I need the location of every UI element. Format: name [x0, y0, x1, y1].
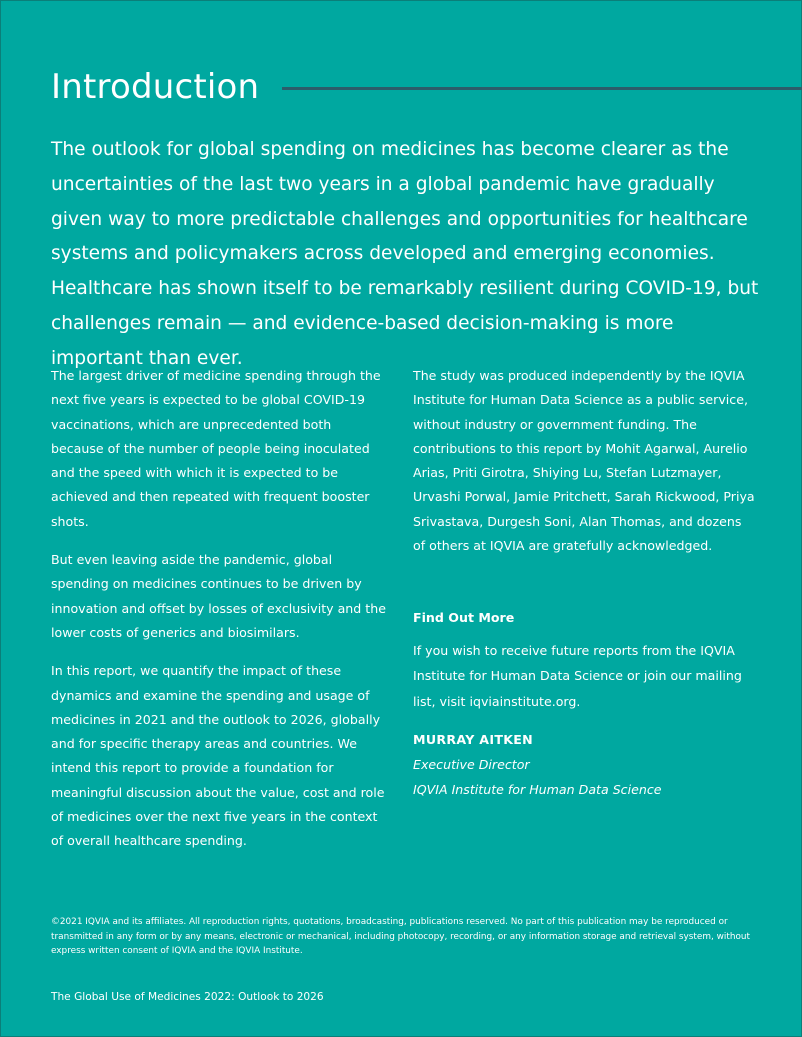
left-column [51, 364, 387, 868]
left-paragraph-1: The largest driver of medicine spending through the next five years is expected to be global COVID-19 vaccinations, which are unprecedented both because of the number of people being inoculated and the speed with which it is expected to be achieved and then repeated with frequent booster shots. [51, 368, 381, 529]
footer-publication-title: The Global Use of Medicines 2022: Outlook to 2026 [51, 991, 324, 1003]
lead-paragraph: The outlook for global spending on medicines has become clearer as the uncertainties of the last two years in a global pandemic have gradually given way to more predictable challenges and opportunities for healthcare systems and policymakers across developed and emerging economies. Healthcare has shown itself to be remarkably resilient during COVID-19, but challenges remain — and evidence-based decision-making is more important than ever. [51, 139, 759, 369]
study-paragraph: The study was produced independently by the IQVIA Institute for Human Data Science as a public service, without industry or government funding. The contributions to this report by Mohit Agarwal, Aurelio Arias, Priti Girotra, Shiying Lu, Stefan Lutzmayer, Urvashi Porwal, Jamie Pritchett, Sarah Rickwood, Priya Srivastava, Durgesh Soni, Alan Thomas, and dozens of others at IQVIA are gratefully acknowledged. [413, 368, 755, 554]
find-out-more-text: If you wish to receive future reports from the IQVIA Institute for Human Data Science or join our mailing list, visit iqviainstitute.org. [413, 643, 742, 709]
title-divider [282, 87, 802, 90]
page-title: Introduction [51, 67, 260, 107]
signature-role: Executive Director [413, 757, 530, 772]
left-paragraph-3: In this report, we quantify the impact of these dynamics and examine the spending and usage of medicines in 2021 and the outlook to 2026, globally and for specific therapy areas and countries. We intend this report to provide a foundation for meaningful discussion about the value, cost and role of medicines over the next five years in the context of overall healthcare spending. [51, 663, 385, 849]
signature-name: MURRAY AITKEN [413, 732, 534, 747]
left-paragraph-2: But even leaving aside the pandemic, global spending on medicines continues to be driven by innovation and offset by losses of exclusivity and the lower costs of generics and biosimilars. [51, 552, 386, 640]
find-out-more-heading: Find Out More [413, 610, 515, 625]
signature-organization: IQVIA Institute for Human Data Science [413, 782, 662, 797]
copyright-notice: ©2021 IQVIA and its affiliates. All reproduction rights, quotations, broadcasting, publications reserved. No part of this publication may be reproduced or transmitted in any form or by any means, electronic or mechanical, including photocopy, recording, or any information storage and retrieval system, without express written consent of IQVIA and the IQVIA Institute. [51, 917, 750, 957]
right-column [413, 364, 755, 572]
